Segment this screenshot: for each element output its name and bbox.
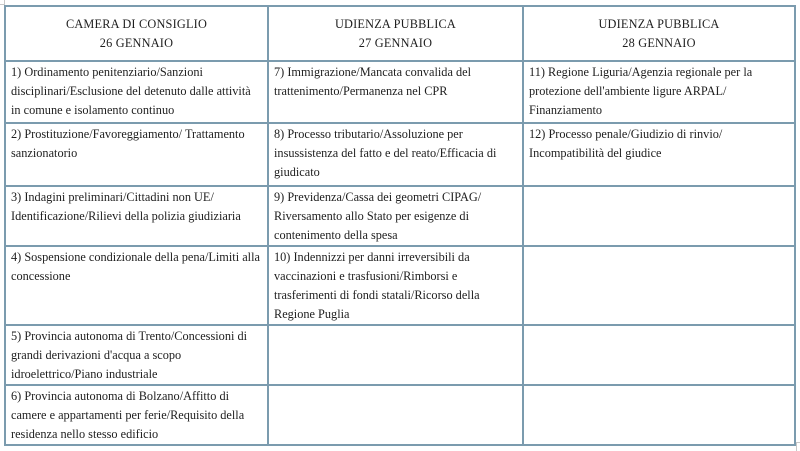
table-row [5,123,795,186]
column-header-date: 28 GENNAIO [622,35,696,50]
table-cell-empty [523,325,795,385]
table-cell: 6) Provincia autonoma di Bolzano/Affitto di camere e appartamenti per ferie/Requisito della residenza nello stesso edificio [5,385,268,445]
column-header-udienza-pubblica-28 [523,6,795,61]
column-header-title: UDIENZA PUBBLICA [598,16,720,31]
table-row [5,246,795,325]
table-row [5,186,795,246]
table-row [5,325,795,385]
table-cell: 5) Provincia autonoma di Trento/Concessioni di grandi derivazioni d'acqua a scopo idroelettrico/Piano industriale [5,325,268,385]
column-header-title: UDIENZA PUBBLICA [334,16,457,31]
table-cell: 4) Sospensione condizionale della pena/Limiti alla concessione [5,246,268,325]
table-row [5,385,795,445]
table-cell-empty [523,385,795,445]
hearing-schedule-table [4,5,796,446]
table-cell-empty [523,246,795,325]
table-cell: 1) Ordinamento penitenziario/Sanzioni disciplinari/Esclusione del detenuto dalle attività in comune e isolamento continuo [5,61,268,123]
column-header-title: CAMERA DI CONSIGLIO [65,16,208,31]
table-cell-empty [268,325,523,385]
table-cell: 11) Regione Liguria/Agenzia regionale per la protezione dell'ambiente ligure ARPAL/ Finanziamento [523,61,795,123]
table-cell: 12) Processo penale/Giudizio di rinvio/ Incompatibilità del giudice [523,123,795,186]
table-row [5,61,795,123]
table-cell: 8) Processo tributario/Assoluzione per insussistenza del fatto e del reato/Efficacia di giudicato [268,123,523,186]
column-header-camera-di-consiglio [5,6,268,61]
table-cell: 3) Indagini preliminari/Cittadini non UE/ Identificazione/Rilievi della polizia giudiziaria [5,186,268,246]
table-cell: 7) Immigrazione/Mancata convalida del trattenimento/Permanenza nel CPR [268,61,523,123]
table-cell-empty [523,186,795,246]
table-cell: 9) Previdenza/Cassa dei geometri CIPAG/ Riversamento allo Stato per esigenze di contenimento della spesa [268,186,523,246]
column-header-date: 26 GENNAIO [99,35,174,50]
column-header-udienza-pubblica-27 [268,6,523,61]
table-cell: 2) Prostituzione/Favoreggiamento/ Trattamento sanzionatorio [5,123,268,186]
table-cell: 10) Indennizzi per danni irreversibili da vaccinazioni e trasfusioni/Rimborsi e trasferimenti di fondi statali/Ricorso della Regione Puglia [268,246,523,325]
table-cell-empty [268,385,523,445]
column-header-date: 27 GENNAIO [358,35,433,50]
header-row [5,6,795,61]
